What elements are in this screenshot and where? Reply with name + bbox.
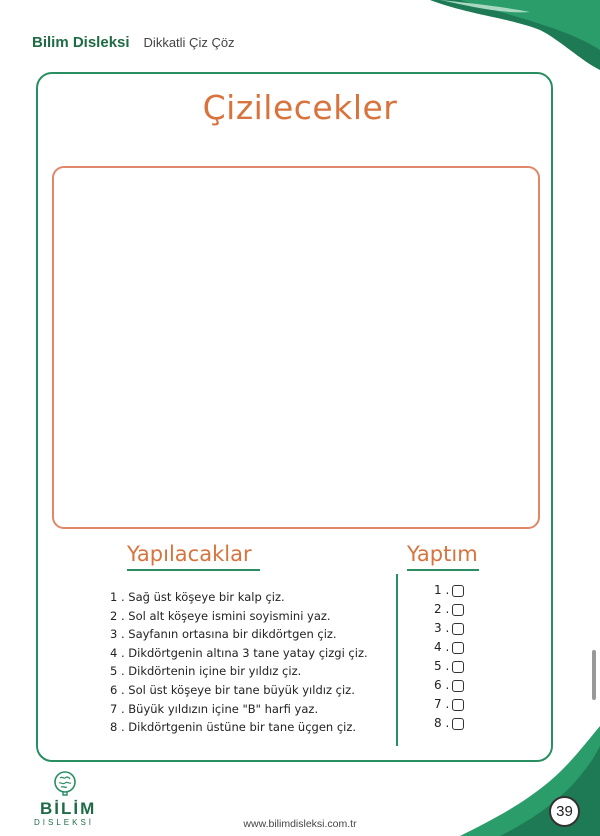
check-item	[434, 657, 464, 676]
checkbox[interactable]	[452, 661, 464, 673]
task-item: 5 . Dikdörtenin içine bir yıldız çiz.	[110, 664, 302, 679]
page-subtitle: Dikkatli Çiz Çöz	[143, 35, 235, 50]
todo-heading-underline	[127, 569, 260, 571]
check-number: 7 .	[434, 697, 450, 711]
checkbox[interactable]	[452, 623, 464, 635]
checkbox[interactable]	[452, 699, 464, 711]
checkbox-list	[434, 581, 464, 733]
check-item	[434, 695, 464, 714]
column-divider	[396, 574, 398, 746]
page-header	[32, 34, 235, 51]
scrollbar[interactable]	[592, 650, 596, 700]
checkbox[interactable]	[452, 642, 464, 654]
logo-subtitle: DISLEKSİ	[34, 818, 95, 827]
task-item: 7 . Büyük yıldızın içine "B" harfi yaz.	[110, 701, 319, 716]
task-item: 4 . Dikdörtgenin altına 3 tane yatay çizgi çiz.	[110, 645, 368, 660]
brand-name: Bilim Disleksi	[32, 34, 130, 51]
todo-heading: Yapılacaklar	[127, 542, 252, 566]
check-number: 8 .	[434, 716, 450, 730]
task-item: 1 . Sağ üst köşeye bir kalp çiz.	[110, 590, 285, 604]
decorative-corner-top-right	[430, 0, 600, 70]
check-number: 5 .	[434, 659, 450, 673]
drawing-area[interactable]	[52, 166, 540, 529]
check-number: 3 .	[434, 621, 450, 635]
done-heading: Yaptım	[407, 542, 478, 566]
checkbox[interactable]	[452, 604, 464, 616]
website-url[interactable]: www.bilimdisleksi.com.tr	[243, 818, 357, 830]
task-item: 3 . Sayfanın ortasına bir dikdörtgen çiz.	[110, 627, 337, 642]
brain-icon	[52, 770, 78, 796]
check-item	[434, 581, 464, 600]
page-number: 39	[549, 796, 580, 827]
check-item	[434, 600, 464, 619]
task-item: 6 . Sol üst köşeye bir tane büyük yıldız çiz.	[110, 682, 355, 697]
check-item	[434, 676, 464, 695]
decorative-corner-bottom-right	[460, 726, 600, 836]
logo-name: BİLİM	[40, 799, 97, 818]
checkbox[interactable]	[452, 680, 464, 692]
check-number: 2 .	[434, 602, 450, 616]
check-item	[434, 619, 464, 638]
check-number: 6 .	[434, 678, 450, 692]
check-number: 1 .	[434, 583, 450, 597]
task-item: 2 . Sol alt köşeye ismini soyismini yaz.	[110, 608, 331, 623]
check-item	[434, 638, 464, 657]
task-list	[110, 588, 368, 737]
check-number: 4 .	[434, 640, 450, 654]
worksheet-title: Çizilecekler	[202, 88, 398, 127]
checkbox[interactable]	[452, 585, 464, 597]
task-item: 8 . Dikdörtgenin üstüne bir tane üçgen çiz.	[110, 720, 357, 735]
done-heading-underline	[407, 569, 479, 571]
